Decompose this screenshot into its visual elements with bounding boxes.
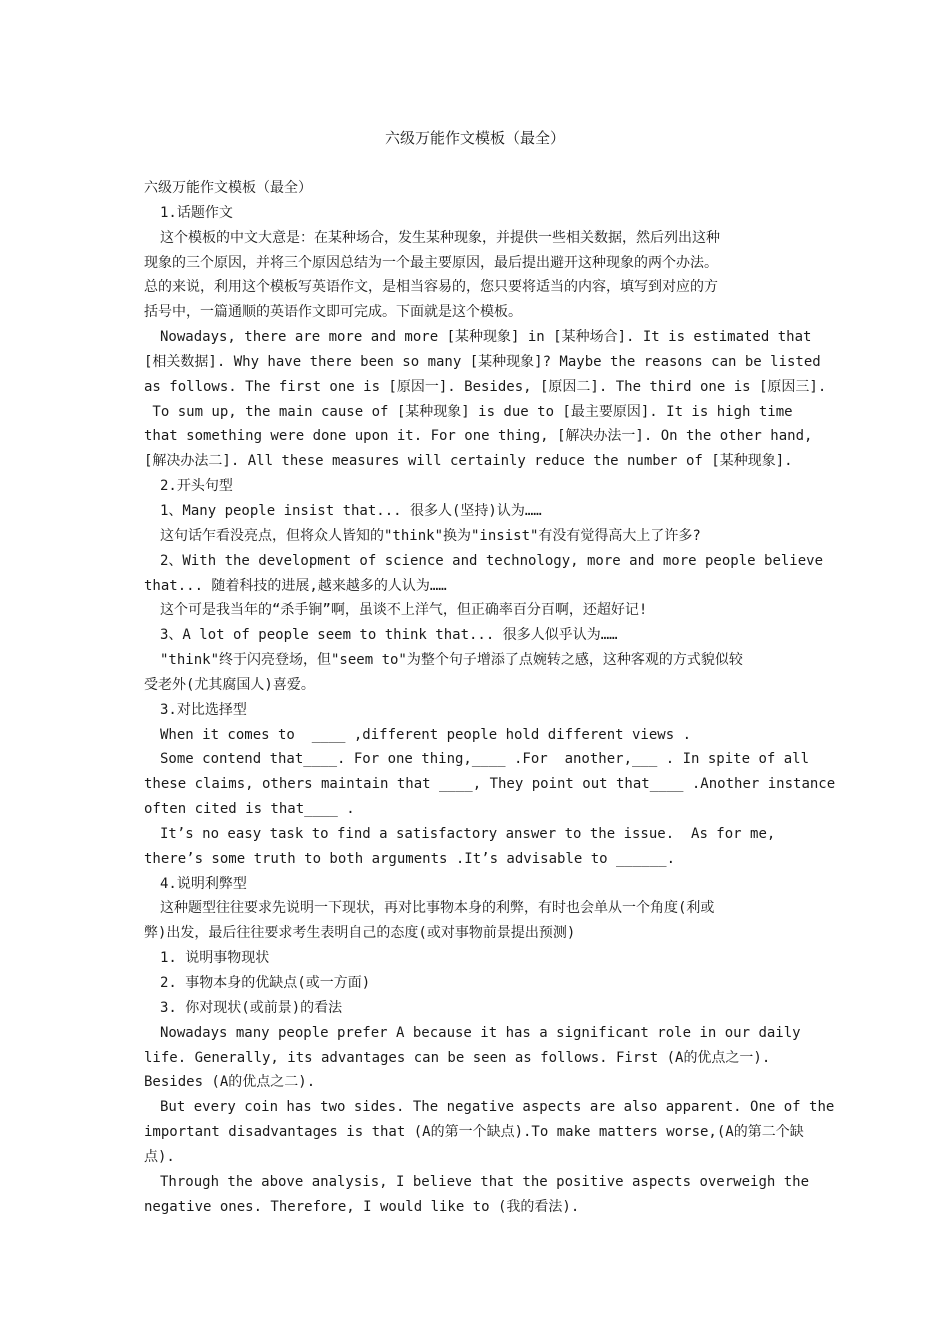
text-line: 3. 你对现状(或前景)的看法 [160,999,343,1016]
text-line: Some contend that____. For one thing,____ .For another,___ . In spite of all [160,751,810,768]
document-subtitle: 六级万能作文模板（最全） [144,180,312,196]
text-line: 3、A lot of people seem to think that... 很多人似乎认为…… [160,627,618,644]
text-line: [相关数据]. Why have there been so many [某种现象]? Maybe the reasons can be listed [144,353,821,370]
text-line: 这种题型往往要求先说明一下现状，再对比事物本身的利弊，有时也会单从一个角度(利或 [160,900,715,917]
text-line: that something were done upon it. For one thing, [解决办法一]. On the other hand, [144,428,813,445]
text-line: Besides (A的优点之二). [144,1074,316,1091]
text-line: Through the above analysis, I believe that the positive aspects overweigh the [160,1173,810,1190]
text-line: 弊)出发，最后往往要求考生表明自己的态度(或对事物前景提出预测) [144,925,576,942]
text-line: 这句话乍看没亮点，但将众人皆知的"think"换为"insist"有没有觉得高大上了许多? [160,527,701,544]
text-line: 这个可是我当年的“杀手锏”啊，虽谈不上洋气，但正确率百分百啊，还超好记! [160,602,648,619]
text-line: important disadvantages is that (A的第一个缺点).To make matters worse,(A的第二个缺 [144,1124,804,1141]
document-body [144,176,836,1219]
text-line: Nowadays, there are more and more [某种现象] in [某种场合]. It is estimated that [160,329,812,346]
text-line: there’s some truth to both arguments .It’s advisable to ______. [144,850,676,867]
text-line: 2、With the development of science and technology, more and more people believe [160,552,824,569]
text-line: It’s no easy task to find a satisfactory answer to the issue. As for me, [160,825,776,842]
text-line: 点). [144,1148,175,1165]
document-title: 六级万能作文模板（最全） [384,129,565,147]
text-line: 4.说明利弊型 [160,875,247,892]
text-line: 2. 事物本身的优缺点(或一方面) [160,975,371,991]
text-line: 括号中，一篇通顺的英语作文即可完成。下面就是这个模板。 [144,304,522,321]
text-line: often cited is that____ . [144,801,355,818]
text-line: 1.话题作文 [160,204,233,221]
text-line: as follows. The first one is [原因一]. Besides, [原因二]. The third one is [原因三]. [144,378,827,395]
text-line: 受老外(尤其腐国人)喜爱。 [144,676,315,693]
text-line: 3.对比选择型 [160,701,247,718]
text-line: 现象的三个原因，并将三个原因总结为一个最主要原因，最后提出避开这种现象的两个办法。 [144,254,718,271]
text-line: Nowadays many people prefer A because it has a significant role in our daily [160,1024,801,1041]
text-line: When it comes to ____ ,different people hold different views . [160,726,692,743]
text-line: these claims, others maintain that ____, They point out that____ .Another instance [144,776,836,793]
text-line: "think"终于闪亮登场，但"seem to"为整个句子增添了点婉转之感，这种客观的方式貌似较 [160,652,743,669]
text-line: [解决办法二]. All these measures will certainly reduce the number of [某种现象]. [144,453,793,470]
text-line: 1、Many people insist that... 很多人(坚持)认为…… [160,502,542,519]
text-line: 总的来说，利用这个模板写英语作文，是相当容易的，您只要将适当的内容，填写到对应的方 [144,279,718,296]
text-line: 2.开头句型 [160,478,233,495]
text-line: negative ones. Therefore, I would like to (我的看法). [144,1198,580,1215]
text-line: 这个模板的中文大意是：在某种场合，发生某种现象，并提供一些相关数据，然后列出这种 [160,229,720,246]
text-line: life. Generally, its advantages can be seen as follows. First (A的优点之一). [144,1049,771,1066]
text-line: that... 随着科技的进展,越来越多的人认为…… [144,577,447,594]
text-line: To sum up, the main cause of [某种现象] is due to [最主要原因]. It is high time [144,403,793,420]
text-line: 1. 说明事物现状 [160,950,270,967]
text-line: But every coin has two sides. The negative aspects are also apparent. One of the [160,1099,835,1116]
